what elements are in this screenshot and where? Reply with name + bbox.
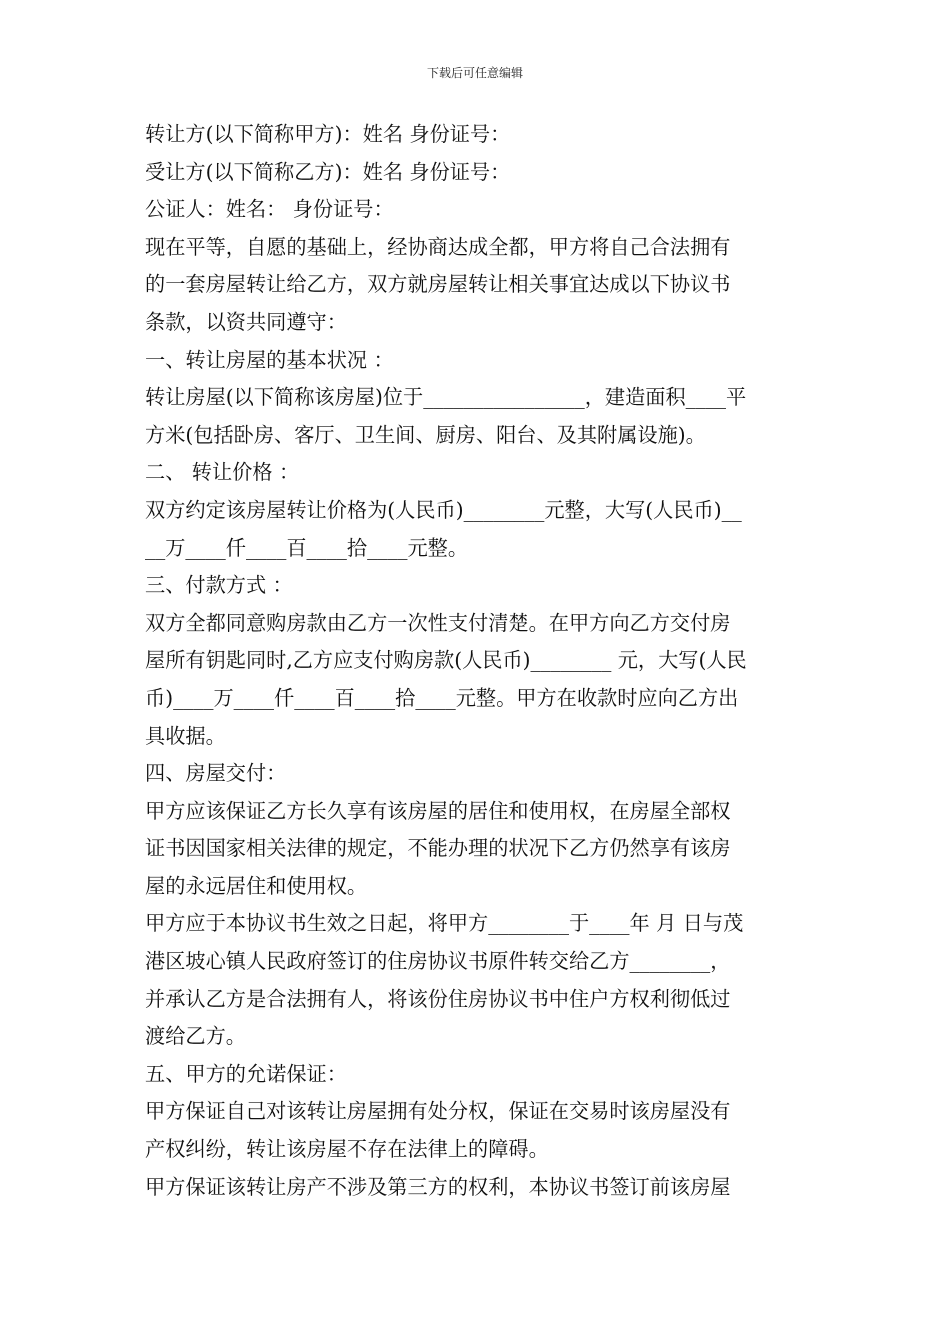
document-line: 渡给乙方。 — [145, 1024, 246, 1049]
document-line: 现在平等，自愿的基础上，经协商达成全都，甲方将自己合法拥有 — [145, 234, 731, 259]
section-heading: 四、房屋交付： — [145, 761, 287, 786]
document-line: 币)____万____仟____百____拾____元整。甲方在收款时应向乙方出 — [145, 685, 739, 710]
section-heading: 三、付款方式 ： — [145, 573, 293, 598]
document-body — [145, 116, 810, 1206]
document-line: 具收据。 — [145, 723, 226, 748]
document-line: 甲方保证自己对该转让房屋拥有处分权，保证在交易时该房屋没有 — [145, 1099, 731, 1124]
document-line: 并承认乙方是合法拥有人，将该份住房协议书中住户方权利彻低过 — [145, 986, 731, 1011]
document-line: 转让房屋(以下简称该房屋)位于________________，建造面积____平 — [145, 385, 747, 410]
document-line: __万____仟____百____拾____元整。 — [145, 535, 469, 560]
document-line: 受让方(以下简称乙方)：姓名 身份证号： — [145, 159, 511, 184]
document-line: 转让方(以下简称甲方)：姓名 身份证号： — [145, 122, 511, 146]
document-line: 双方全都同意购房款由乙方一次性支付清楚。在甲方向乙方交付房 — [145, 610, 731, 635]
document-line: 港区坡心镇人民政府签订的住房协议书原件转交给乙方________， — [145, 949, 731, 974]
page-header: 下载后可任意编辑 — [426, 66, 523, 80]
document-line: 证书因国家相关法律的规定，不能办理的状况下乙方仍然享有该房 — [145, 836, 731, 861]
document-line: 公证人：姓名： 身份证号： — [145, 197, 394, 222]
document-line: 屋所有钥匙同时,乙方应支付购房款(人民币)________ 元，大写(人民 — [145, 648, 747, 673]
document-line: 双方约定该房屋转让价格为(人民币)________元整，大写(人民币)__ — [145, 497, 742, 522]
section-heading: 五、甲方的允诺保证： — [145, 1061, 347, 1086]
document-line: 条款，以资共同遵守： — [145, 309, 347, 334]
document-line: 方米(包括卧房、客厅、卫生间、厨房、阳台、及其附属设施)。 — [145, 422, 706, 447]
document-line: 甲方应该保证乙方长久享有该房屋的居住和使用权，在房屋全部权 — [145, 798, 731, 823]
document-line: 甲方应于本协议书生效之日起，将甲方________于____年 月 日与茂 — [145, 911, 744, 936]
section-heading: 一、转让房屋的基本状况 ： — [145, 347, 394, 372]
document-line: 甲方保证该转让房产不涉及第三方的权利，本协议书签订前该房屋 — [145, 1174, 731, 1199]
document-line: 屋的永远居住和使用权。 — [145, 873, 368, 898]
document-line: 的一套房屋转让给乙方，双方就房屋转让相关事宜达成以下协议书 — [145, 272, 731, 297]
document-line: 产权纠纷，转让该房屋不存在法律上的障碍。 — [145, 1137, 549, 1162]
section-heading: 二、 转让价格 ： — [145, 460, 300, 485]
